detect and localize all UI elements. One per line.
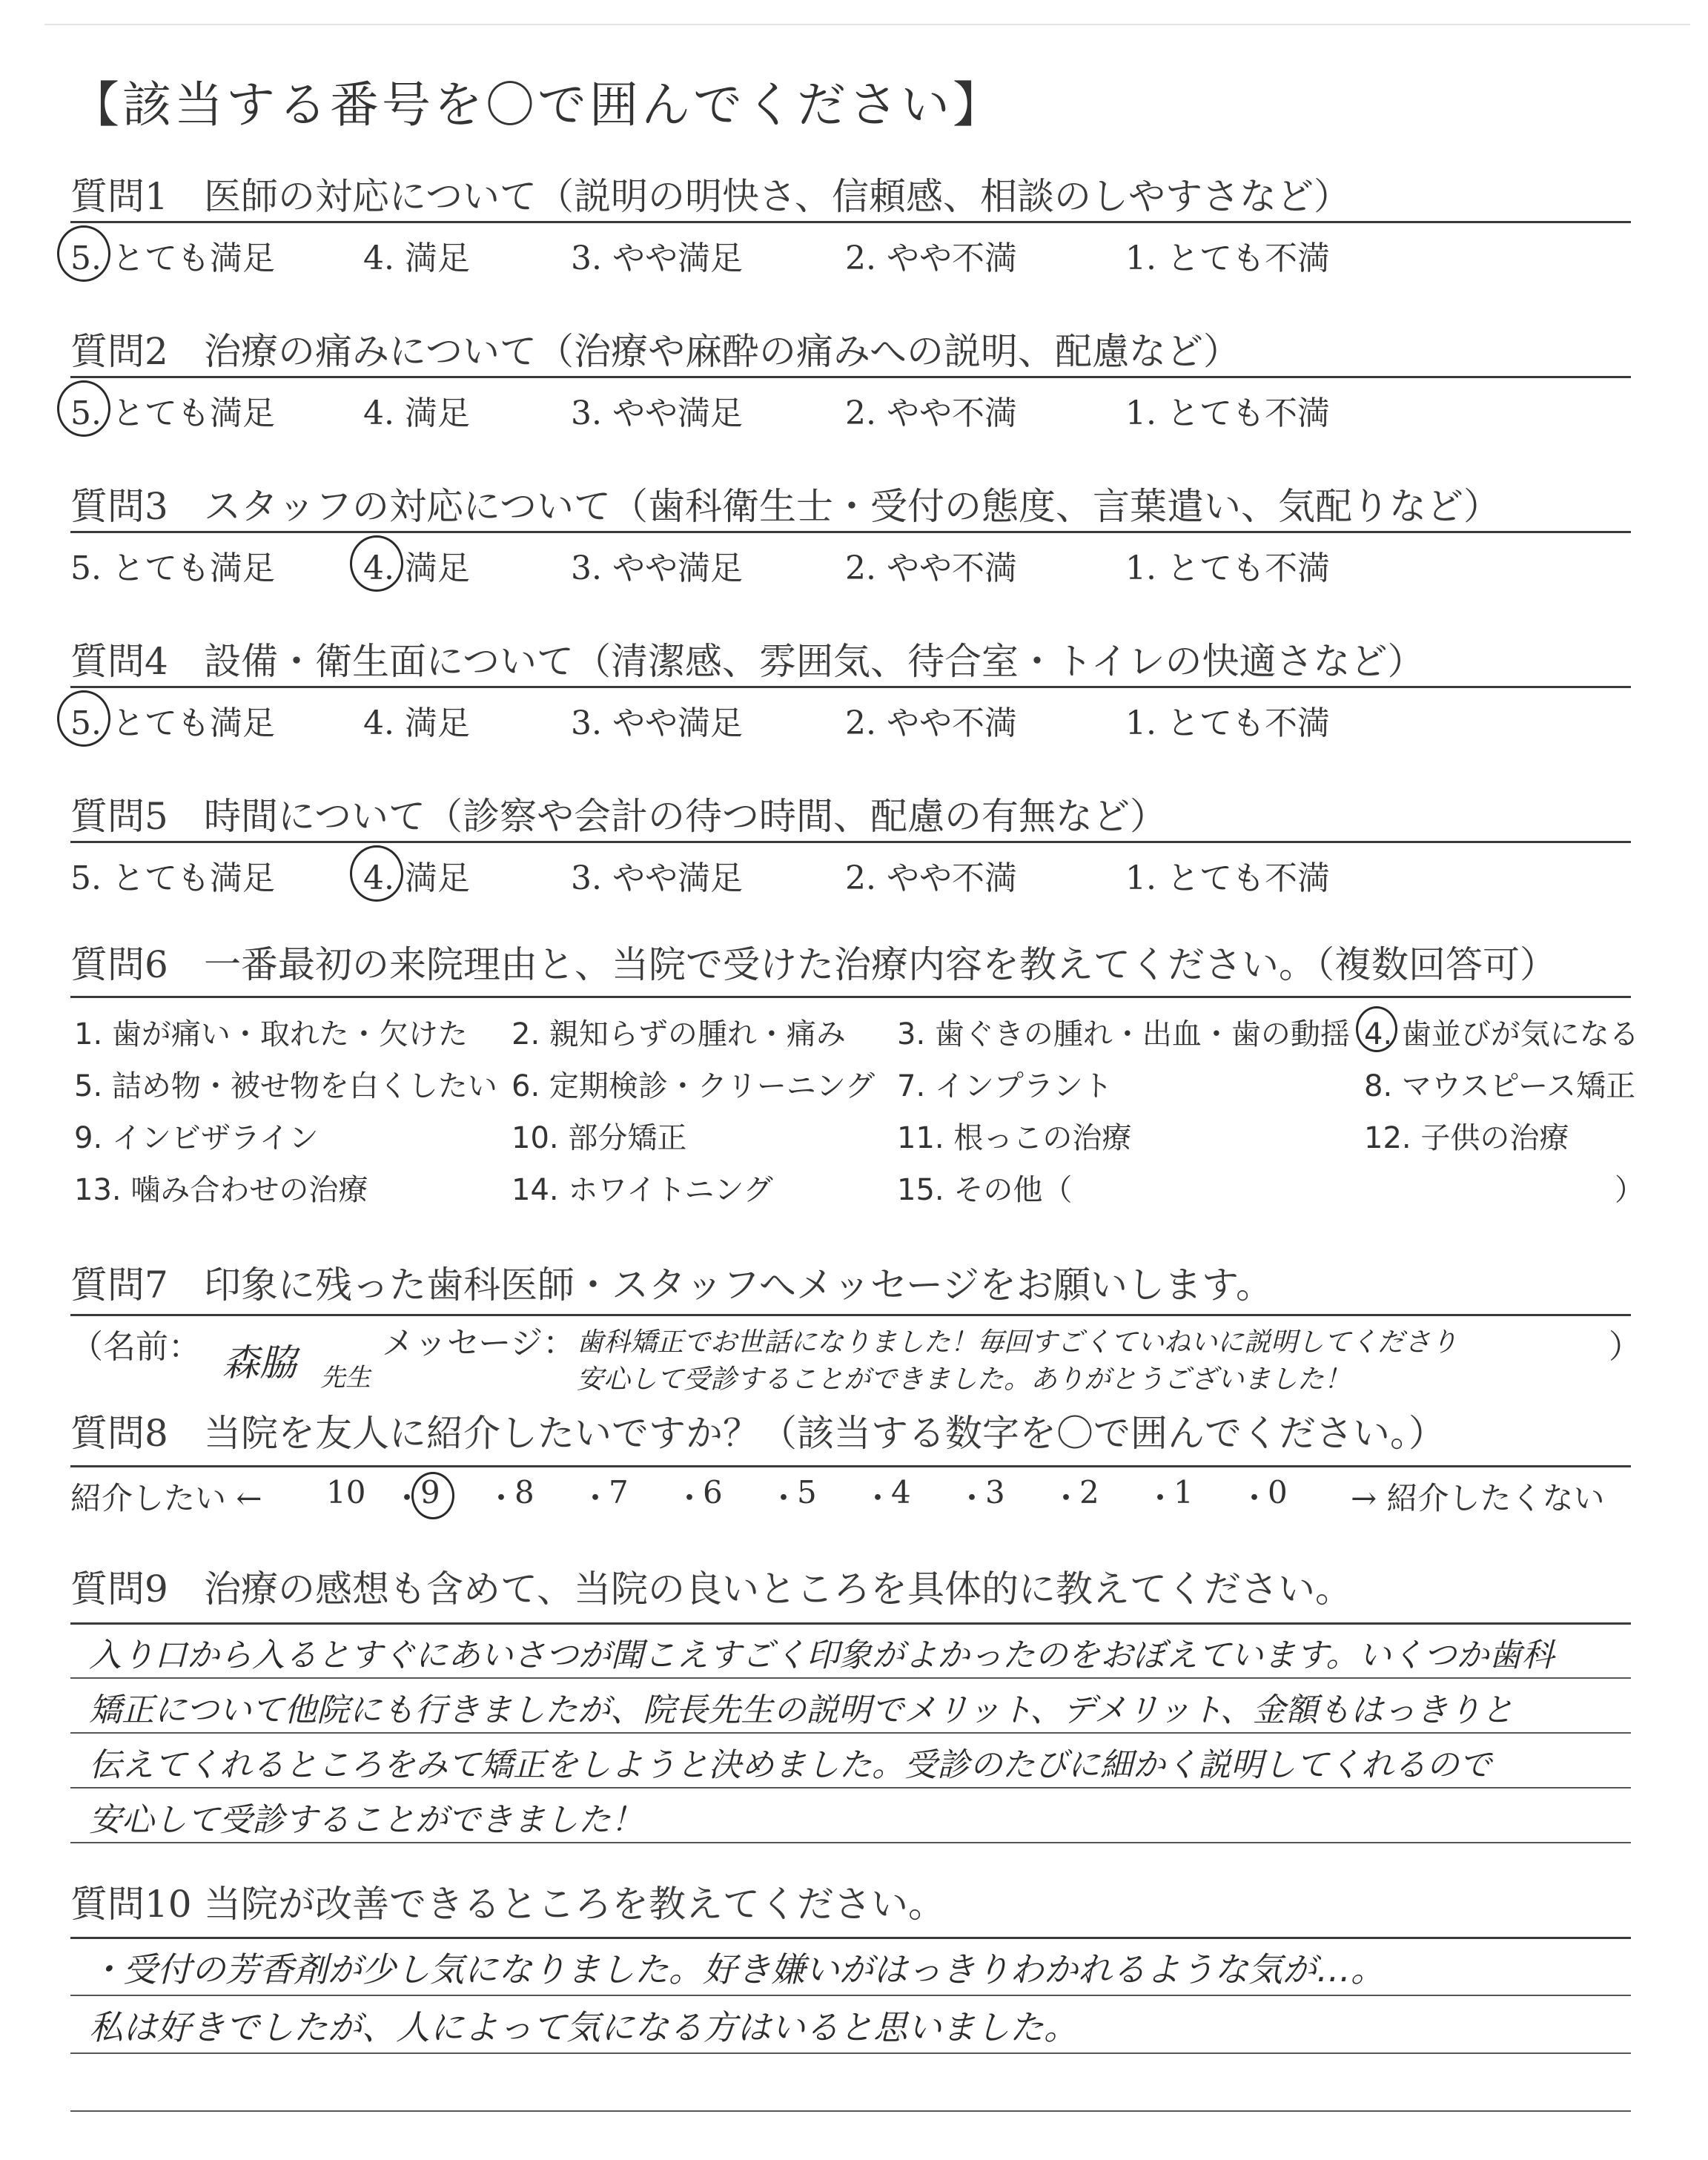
- handwritten-message-line: 安心して受診することができました。ありがとうございました！: [577, 1364, 1351, 1395]
- rating-option[interactable]: 3. やや満足: [571, 549, 743, 587]
- scale-separator: ・: [1239, 1480, 1271, 1516]
- treatment-option[interactable]: 9. インビザライン: [74, 1121, 319, 1155]
- handwritten-answer-line: 入り口から入るとすぐにあいさつが聞こえすごく印象がよかったのをおぼえています。いくつか歯科: [89, 1636, 1555, 1674]
- treatment-option[interactable]: 1. 歯が痛い・取れた・欠けた: [74, 1017, 468, 1051]
- selection-circle: [411, 1472, 454, 1519]
- treatment-option[interactable]: 11. 根っこの治療: [897, 1121, 1132, 1155]
- question-number: 質問1: [70, 175, 168, 218]
- rating-option[interactable]: 3. やや満足: [571, 859, 743, 897]
- question-text: 時間について（診察や会計の待つ時間、配慮の有無など）: [204, 795, 1167, 838]
- rating-option[interactable]: 2. やや不満: [845, 704, 1017, 742]
- handwritten-name: 森脇: [222, 1341, 297, 1384]
- question-text: 治療の感想も含めて、当院の良いところを具体的に教えてください。: [204, 1568, 1352, 1611]
- rating-option[interactable]: 2. やや不満: [845, 240, 1017, 277]
- rating-option[interactable]: 2. やや不満: [845, 549, 1017, 587]
- question-number: 質問5: [70, 795, 168, 838]
- question-1: [70, 172, 1627, 221]
- scale-number[interactable]: 1: [1174, 1474, 1194, 1510]
- treatment-option[interactable]: 15. その他（: [897, 1173, 1073, 1207]
- question-number: 質問3: [70, 485, 168, 528]
- question-number: 質問7: [70, 1264, 168, 1307]
- question-rule: [70, 1314, 1631, 1316]
- handwritten-message-line: 歯科矯正でお世話になりました！毎回すごくていねいに説明してくださり: [577, 1327, 1458, 1358]
- answer-rule: [70, 1995, 1631, 1996]
- rating-option[interactable]: 1. とても不満: [1125, 549, 1330, 587]
- rating-option[interactable]: 3. やや満足: [571, 240, 743, 277]
- handwritten-answer-line: 矯正について他院にも行きましたが、院長先生の説明でメリット、デメリット、金額もはっきりと: [89, 1691, 1514, 1729]
- scale-number[interactable]: 0: [1268, 1474, 1288, 1510]
- question-text: 一番最初の来院理由と、当院で受けた治療内容を教えてください。（複数回答可）: [204, 943, 1557, 986]
- selection-circle: [57, 380, 110, 437]
- answer-rule: [70, 1732, 1631, 1734]
- answer-rule: [70, 1677, 1631, 1679]
- treatment-option[interactable]: 2. 親知らずの腫れ・痛み: [512, 1017, 846, 1051]
- selection-circle: [350, 535, 403, 592]
- treatment-option[interactable]: 7. インプラント: [897, 1069, 1113, 1103]
- treatment-option[interactable]: 10. 部分矯正: [512, 1121, 687, 1155]
- scale-separator: ・: [1145, 1480, 1176, 1516]
- question-text: 当院が改善できるところを教えてください。: [204, 1883, 945, 1926]
- selection-circle: [57, 225, 110, 282]
- scale-number[interactable]: 5: [797, 1474, 817, 1510]
- question-10: [70, 1880, 1627, 1929]
- scale-number[interactable]: 7: [609, 1474, 629, 1510]
- rating-option[interactable]: 5. とても満足: [70, 394, 275, 432]
- scale-separator: ・: [391, 1480, 423, 1516]
- question-8: [70, 1409, 1627, 1458]
- scale-separator: ・: [674, 1480, 706, 1516]
- question-text: 印象に残った歯科医師・スタッフへメッセージをお願いします。: [204, 1264, 1273, 1307]
- other-close-paren: ）: [1615, 1173, 1644, 1207]
- scale-separator: ・: [768, 1480, 800, 1516]
- rating-option[interactable]: 2. やや不満: [845, 859, 1017, 897]
- scale-number[interactable]: 6: [703, 1474, 723, 1510]
- question-rule: [70, 841, 1631, 843]
- scale-left-label: 紹介したい ←: [70, 1480, 262, 1516]
- question-number: 質問4: [70, 640, 168, 683]
- question-rule: [70, 376, 1631, 378]
- selection-circle: [1356, 1006, 1397, 1052]
- answer-rule: [70, 1622, 1631, 1625]
- rating-option[interactable]: 5. とても満足: [70, 549, 275, 587]
- message-label: メッセージ：: [382, 1324, 576, 1362]
- question-9: [70, 1565, 1627, 1614]
- rating-option[interactable]: 1. とても不満: [1125, 859, 1330, 897]
- question-text: 設備・衛生面について（清潔感、雰囲気、待合室・トイレの快適さなど）: [204, 640, 1425, 683]
- question-number: 質問10: [70, 1883, 192, 1926]
- question-number: 質問6: [70, 943, 168, 986]
- answer-rule: [70, 2052, 1631, 2054]
- rating-option[interactable]: 1. とても不満: [1125, 704, 1330, 742]
- question-text: 治療の痛みについて（治療や麻酔の痛みへの説明、配慮など）: [204, 330, 1240, 373]
- scale-separator: ・: [580, 1480, 612, 1516]
- rating-option[interactable]: 4. 満足: [363, 240, 470, 277]
- rating-option[interactable]: 4. 満足: [363, 859, 470, 897]
- question-rule: [70, 221, 1631, 223]
- handwritten-answer-line: 私は好きでしたが、人によって気になる方はいると思いました。: [89, 2007, 1078, 2047]
- scan-top-edge: [44, 24, 1690, 25]
- question-rule: [70, 531, 1631, 533]
- question-4: [70, 637, 1627, 686]
- rating-option[interactable]: 5. とても満足: [70, 859, 275, 897]
- question-number: 質問2: [70, 330, 168, 373]
- rating-option[interactable]: 5. とても満足: [70, 240, 275, 277]
- rating-option[interactable]: 4. 満足: [363, 394, 470, 432]
- scale-separator: ・: [486, 1480, 517, 1516]
- rating-option[interactable]: 1. とても不満: [1125, 240, 1330, 277]
- handwritten-answer-line: 伝えてくれるところをみて矯正をしようと決めました。受診のたびに細かく説明してくれるので: [89, 1746, 1492, 1784]
- treatment-option[interactable]: 3. 歯ぐきの腫れ・出血・歯の動揺: [897, 1017, 1350, 1051]
- rating-option[interactable]: 4. 満足: [363, 704, 470, 742]
- question-rule: [70, 686, 1631, 688]
- treatment-option[interactable]: 13. 噛み合わせの治療: [74, 1173, 368, 1207]
- question-5: [70, 792, 1627, 841]
- handwritten-answer-line: ・受付の芳香剤が少し気になりました。好き嫌いがはっきりわかれるような気が…。: [89, 1949, 1385, 1989]
- treatment-option[interactable]: 6. 定期検診・クリーニング: [512, 1069, 875, 1103]
- name-label: （名前：: [70, 1328, 201, 1366]
- question-text: 医師の対応について（説明の明快さ、信頼感、相談のしやすさなど）: [204, 175, 1351, 218]
- close-paren: ）: [1609, 1328, 1641, 1366]
- rating-option[interactable]: 3. やや満足: [571, 704, 743, 742]
- treatment-option[interactable]: 14. ホワイトニング: [512, 1173, 773, 1207]
- scale-separator: ・: [956, 1480, 988, 1516]
- scale-number[interactable]: 2: [1079, 1474, 1099, 1510]
- rating-option[interactable]: 4. 満足: [363, 549, 470, 587]
- question-7: [70, 1261, 1627, 1309]
- rating-option[interactable]: 5. とても満足: [70, 704, 275, 742]
- question-rule: [70, 996, 1631, 998]
- rating-option[interactable]: 3. やや満足: [571, 394, 743, 432]
- question-number: 質問8: [70, 1412, 168, 1455]
- scale-number[interactable]: 10: [326, 1474, 366, 1510]
- answer-rule: [70, 1842, 1631, 1843]
- question-text: 当院を友人に紹介したいですか？（該当する数字を〇で囲んでください。）: [204, 1412, 1446, 1455]
- rating-option[interactable]: 1. とても不満: [1125, 394, 1330, 432]
- answer-rule: [70, 2110, 1631, 2112]
- question-3: [70, 482, 1627, 531]
- scale-number[interactable]: 8: [514, 1474, 534, 1510]
- selection-circle: [350, 845, 403, 902]
- handwritten-name-suffix: 先生: [320, 1363, 371, 1393]
- scale-number[interactable]: 3: [985, 1474, 1005, 1510]
- treatment-option[interactable]: 5. 詰め物・被せ物を白くしたい: [74, 1069, 497, 1103]
- question-6: [70, 940, 1627, 989]
- scale-separator: ・: [862, 1480, 894, 1516]
- page-title: 【該当する番号を〇で囲んでください】: [70, 76, 1004, 133]
- answer-rule: [70, 1937, 1631, 1939]
- question-number: 質問9: [70, 1568, 168, 1611]
- scale-number[interactable]: 4: [891, 1474, 911, 1510]
- question-2: [70, 327, 1627, 376]
- rating-option[interactable]: 2. やや不満: [845, 394, 1017, 432]
- treatment-option[interactable]: 8. マウスピース矯正: [1364, 1069, 1636, 1103]
- treatment-option[interactable]: 12. 子供の治療: [1364, 1121, 1569, 1155]
- answer-rule: [70, 1787, 1631, 1789]
- handwritten-answer-line: 安心して受診することができました！: [89, 1801, 643, 1839]
- scale-right-label: → 紹介したくない: [1351, 1480, 1605, 1516]
- treatment-option[interactable]: 4. 歯並びが気になる: [1364, 1017, 1639, 1051]
- scale-number[interactable]: 9: [420, 1474, 440, 1510]
- selection-circle: [57, 690, 110, 747]
- question-rule: [70, 1465, 1631, 1467]
- scale-separator: ・: [1050, 1480, 1082, 1516]
- question-text: スタッフの対応について（歯科衛生士・受付の態度、言葉遣い、気配りなど）: [204, 485, 1500, 528]
